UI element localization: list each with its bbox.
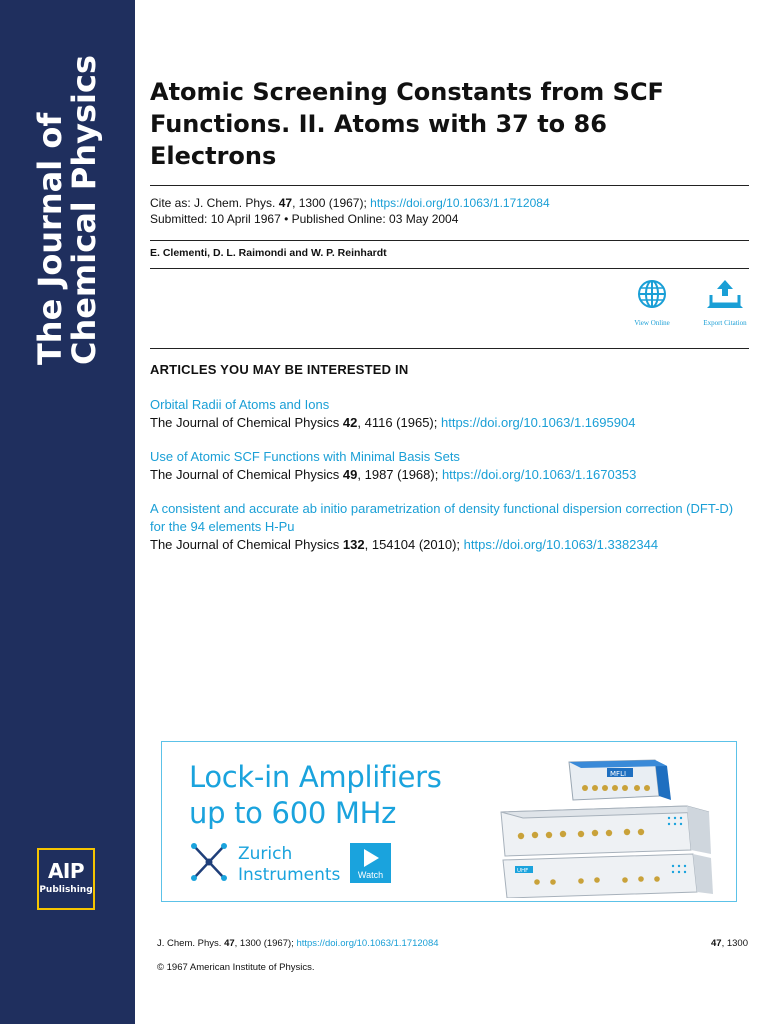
- cite-line: [150, 195, 550, 211]
- related-article: [150, 396, 750, 432]
- advertisement-banner[interactable]: [161, 741, 737, 902]
- footer-cite-prefix: J. Chem. Phys.: [157, 938, 225, 949]
- related-doi-link[interactable]: https://doi.org/10.1063/1.1695904: [440, 415, 636, 430]
- zurich-instruments-logo-icon: [190, 842, 228, 882]
- related-article-title-link[interactable]: A consistent and accurate ab initio parametrization of density functional dispersion correction (DFT-D) for the 94 elements H-Pu: [150, 501, 734, 534]
- divider: [150, 185, 749, 186]
- related-journal: The Journal of Chemical Physics: [150, 467, 343, 482]
- related-doi-link[interactable]: https://doi.org/10.1063/1.3382344: [463, 537, 659, 552]
- ad-headline-line1: Lock-in Amplifiers: [189, 760, 442, 794]
- footer-doi-link[interactable]: https://doi.org/10.1063/1.1712084: [296, 938, 439, 949]
- lock-in-amplifier-devices-image: [497, 756, 722, 898]
- view-online-label: View Online: [634, 319, 670, 327]
- view-online-button[interactable]: [622, 279, 682, 327]
- related-articles-heading: ARTICLES YOU MAY BE INTERESTED IN: [150, 362, 409, 377]
- authors: E. Clementi, D. L. Raimondi and W. P. Reinhardt: [150, 247, 387, 259]
- footer-citation: [157, 938, 439, 949]
- divider: [150, 348, 749, 349]
- ad-brand-line1: Zurich: [238, 844, 293, 864]
- related-article-citation: [150, 414, 750, 432]
- export-citation-label: Export Citation: [703, 319, 747, 327]
- related-pages-year: , 4116 (1965);: [357, 415, 441, 430]
- divider: [150, 240, 749, 241]
- ad-headline: [189, 759, 442, 831]
- cite-rest: , 1300 (1967);: [292, 196, 371, 210]
- logo-text-publishing: Publishing: [39, 885, 93, 895]
- footer-page-number: [711, 938, 748, 949]
- journal-name-line1: The Journal of: [31, 112, 69, 366]
- related-article-citation: [150, 536, 750, 554]
- related-volume: 49: [342, 467, 358, 482]
- watch-label: Watch: [357, 870, 384, 880]
- divider: [150, 268, 749, 269]
- device-label-top: MFLI: [610, 770, 627, 778]
- related-doi-link[interactable]: https://doi.org/10.1063/1.1670353: [441, 467, 637, 482]
- upload-tray-icon: [707, 279, 743, 309]
- journal-sidebar: [0, 0, 135, 1024]
- ad-brand-line2: Instruments: [238, 865, 341, 885]
- footer-page-volume: 47: [711, 938, 722, 949]
- globe-icon: [637, 279, 667, 309]
- footer-cite-volume: 47: [224, 938, 235, 949]
- related-article-title-link[interactable]: Orbital Radii of Atoms and Ions: [150, 397, 330, 412]
- ad-brand-name: [238, 844, 340, 886]
- related-volume: 132: [342, 537, 365, 552]
- related-journal: The Journal of Chemical Physics: [150, 537, 343, 552]
- related-article: [150, 448, 750, 484]
- cite-prefix: Cite as: J. Chem. Phys.: [150, 196, 279, 210]
- related-article-citation: [150, 466, 750, 484]
- footer-cite-rest: , 1300 (1967);: [234, 938, 297, 949]
- export-citation-button[interactable]: [695, 279, 755, 327]
- play-icon: [350, 843, 391, 871]
- publication-dates: Submitted: 10 April 1967 • Published Online: 03 May 2004: [150, 212, 459, 226]
- cite-volume: 47: [278, 196, 293, 210]
- article-doi-link[interactable]: https://doi.org/10.1063/1.1712084: [370, 196, 550, 210]
- footer-page-rest: , 1300: [721, 938, 748, 949]
- article-title: Atomic Screening Constants from SCF Functions. II. Atoms with 37 to 86 Electrons: [150, 78, 664, 170]
- related-pages-year: , 1987 (1968);: [357, 467, 442, 482]
- logo-text-aip: AIP: [47, 859, 85, 883]
- related-pages-year: , 154104 (2010);: [364, 537, 464, 552]
- related-volume: 42: [342, 415, 358, 430]
- related-journal: The Journal of Chemical Physics: [150, 415, 343, 430]
- watch-button[interactable]: [350, 843, 391, 883]
- citation-block: [150, 195, 550, 227]
- related-article: [150, 500, 750, 554]
- device-label-bottom: UHF: [517, 868, 529, 874]
- journal-name-line2: Chemical Physics: [65, 54, 103, 366]
- copyright-notice: © 1967 American Institute of Physics.: [157, 962, 315, 973]
- aip-publishing-logo[interactable]: [37, 848, 95, 910]
- related-article-title-link[interactable]: Use of Atomic SCF Functions with Minimal Basis Sets: [150, 449, 460, 464]
- ad-headline-line2: up to 600 MHz: [189, 796, 397, 830]
- journal-name: [33, 55, 101, 365]
